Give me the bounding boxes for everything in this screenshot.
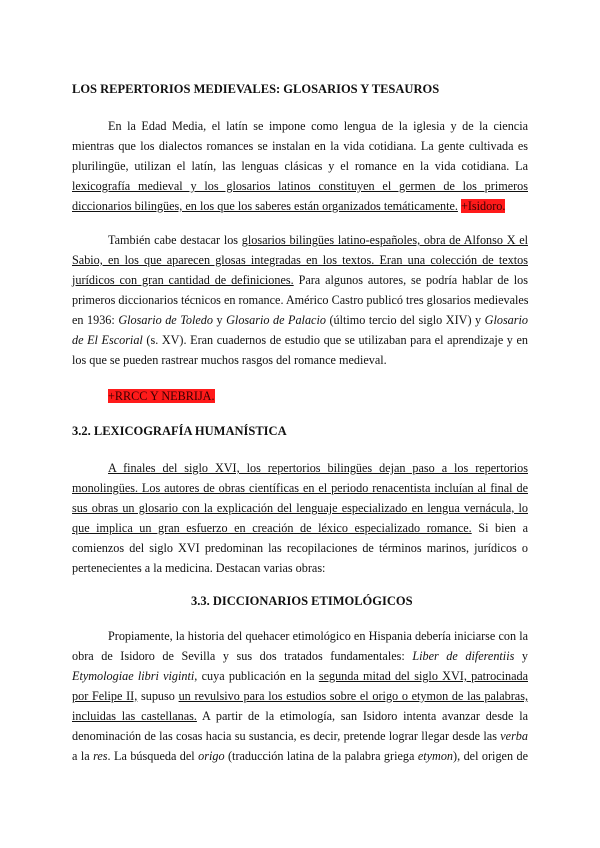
underlined-line: A finales del siglo XVI, los repertorios bilingües dejan paso a los repertorios <box>108 461 528 475</box>
section-heading-medieval: LOS REPERTORIOS MEDIEVALES: GLOSARIOS Y TESAUROS <box>72 82 440 96</box>
text-line: comienzos del siglo XVI predominan las recopilaciones de términos marinos, jurídicos o <box>72 541 528 555</box>
text-line <box>72 646 528 666</box>
text-span: supuso <box>137 689 179 703</box>
section-heading-3-3: 3.3. DICCIONARIOS ETIMOLÓGICOS <box>191 594 413 608</box>
italic-title: de El Escorial <box>72 333 143 347</box>
text-span: (traducción latina de la palabra griega <box>224 749 418 763</box>
text-span: , cuya publicación en la <box>194 669 319 683</box>
text-line: En la Edad Media, el latín se impone como lengua de la iglesia y de la ciencia <box>108 119 528 133</box>
italic-term: origo <box>198 749 225 763</box>
text-span: (s. XV). Eran cuadernos de estudio que se utilizaban para el aprendizaje y en <box>142 333 528 347</box>
underlined-line: Sabio, en los que aparecen glosas integradas en los textos. Eran una colección de textos <box>72 253 528 267</box>
text-span: obra de Isidoro de Sevilla y sus dos tratados fundamentales: <box>72 649 413 663</box>
underlined-text: por Felipe II, <box>72 689 138 703</box>
red-highlight-note: +Isidoro. <box>460 199 506 213</box>
text-span: También cabe destacar los <box>108 233 242 247</box>
underlined-text: un revulsivo para los estudios sobre el origo o etymon de las palabras, <box>178 689 529 703</box>
note-line <box>108 386 528 406</box>
text-span: Si bien a <box>471 521 528 535</box>
underlined-text: incluidas las castellanas. <box>72 709 197 723</box>
text-line <box>72 666 528 686</box>
text-line <box>72 196 528 216</box>
text-line: pertenecientes a la medicina. Destacan varias obras: <box>72 561 326 575</box>
italic-term: verba <box>500 729 528 743</box>
text-line: primeros diccionarios técnicos en romance. Américo Castro publicó tres glosarios medievales <box>72 293 529 307</box>
underlined-line: lexicografía medieval y los glosarios latinos constituyen el germen de los primeros <box>72 179 528 193</box>
text-span: y <box>514 649 528 663</box>
text-line <box>72 310 528 330</box>
italic-title: Liber de diferentiis <box>412 649 515 663</box>
text-line: mientras que los dialectos romances se instalan en la vida cotidiana. La gente cultivada es <box>72 139 528 153</box>
text-span: a la <box>72 749 94 763</box>
underlined-text: diccionarios bilingües, en los que los saberes están organizados temáticamente. <box>72 199 458 213</box>
text-line: Propiamente, la historia del quehacer etimológico en Hispania debería iniciarse con la <box>108 629 528 643</box>
text-span: (último tercio del siglo XIV) y <box>325 313 485 327</box>
text-line <box>72 746 528 766</box>
text-span: denominación de las cosas hacia su sustancia, es decir, pretende lograr llegar desde las <box>72 729 501 743</box>
text-line <box>72 518 528 538</box>
text-line <box>72 270 528 290</box>
text-line <box>72 726 528 746</box>
underlined-text: segunda mitad del siglo XVI, patrocinada <box>318 669 528 683</box>
italic-title: Glosario de Palacio <box>226 313 326 327</box>
italic-term: res <box>93 749 108 763</box>
text-span: A partir de la etimología, san Isidoro intenta avanzar desde la <box>196 709 528 723</box>
text-line <box>72 706 528 726</box>
red-highlight-note: +RRCC Y NEBRIJA. <box>108 389 215 403</box>
text-span: . La búsqueda del <box>107 749 199 763</box>
underlined-text: glosarios bilingües latino-españoles, obra de Alfonso X el <box>241 233 528 247</box>
text-line <box>108 230 528 250</box>
underlined-text: jurídicos con gran cantidad de definiciones. <box>72 273 294 287</box>
underlined-line: monolingües. Los autores de obras científicas en el periodo renacentista incluían al final de <box>72 481 528 495</box>
underlined-text: que implica un gran esfuerzo en creación de léxico especializado romance. <box>72 521 472 535</box>
text-line: plurilingüe, utilizan el latín, las lenguas clásicas y el romance en la vida cotidiana. La <box>72 159 528 173</box>
italic-term: etymon <box>417 749 454 763</box>
text-line: los que se pueden rastrear muchos rasgos del romance medieval. <box>72 353 387 367</box>
text-span: Para algunos autores, se podría hablar de los <box>293 273 528 287</box>
section-heading-3-2: 3.2. LEXICOGRAFÍA HUMANÍSTICA <box>72 424 287 438</box>
text-span: en 1936: <box>72 313 119 327</box>
italic-title: Etymologiae libri viginti <box>72 669 195 683</box>
italic-title: Glosario <box>484 313 528 327</box>
text-line <box>72 330 528 350</box>
underlined-line: sus obras un glosario con la explicación del lenguaje especializado en lengua vernácula, lo <box>72 501 528 515</box>
text-span: y <box>212 313 227 327</box>
italic-title: Glosario de Toledo <box>118 313 213 327</box>
text-span: ), del origen de <box>453 749 528 763</box>
text-line <box>72 686 528 706</box>
